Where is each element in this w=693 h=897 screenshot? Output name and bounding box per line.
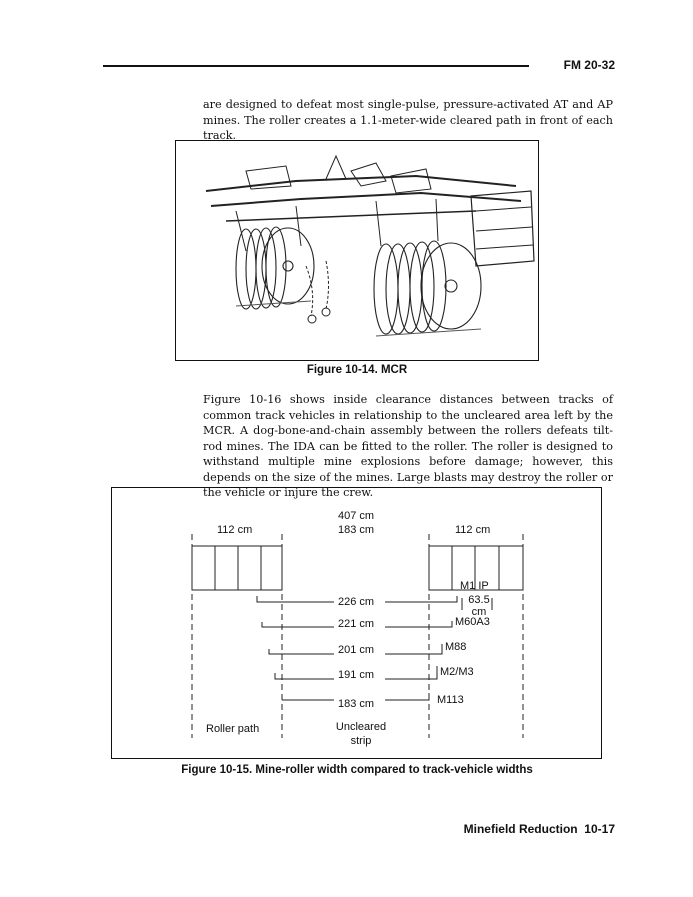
header-rule: [103, 65, 529, 67]
mcr-illustration: [176, 141, 538, 360]
page-number: 10-17: [584, 822, 615, 836]
distance-label: 183 cm: [338, 698, 375, 710]
vehicle-label: M113: [437, 694, 464, 706]
right-roller-width-label: 112 cm: [455, 524, 491, 536]
roller-width-diagram: [111, 487, 602, 759]
extra-width-label: 63.5 cm: [468, 594, 490, 618]
mcr-figure: [175, 140, 539, 361]
distance-label: 221 cm: [338, 618, 375, 630]
manual-code: FM 20-32: [563, 58, 615, 72]
total-width-label: 407 cm: [338, 510, 375, 522]
vehicle-label: M1 IP: [460, 580, 489, 592]
vehicle-label: M60A3: [455, 616, 490, 628]
paragraph-1: are designed to defeat most single-pulse, pressure-activated AT and AP mines. The roller creates a 1.1-meter-wide cleared path in front of each track.: [203, 98, 613, 142]
vehicle-label: M88: [445, 641, 467, 653]
distance-label: 201 cm: [338, 644, 375, 656]
distance-label: 191 cm: [338, 669, 375, 681]
inner-width-label: 183 cm: [338, 524, 375, 536]
left-roller-width-label: 112 cm: [217, 524, 253, 536]
figure-1-caption: Figure 10-14. MCR: [306, 364, 408, 376]
figure-2-caption: Figure 10-15. Mine-roller width compared to track-vehicle widths: [181, 764, 533, 776]
paragraph-2: Figure 10-16 shows inside clearance distances between tracks of common track vehicles in relationship to the uncleared area left by the MCR. A dog-bone-and-chain assembly between the rollers defeats tilt-rod mines. The IDA can be fitted to the roller. The roller is designed to withstand multiple mine explosions before damage; however, this depends on the size of the mines. Large blasts may destroy the roller or the vehicle or injure the crew.: [203, 393, 613, 499]
roller-path-label: Roller path: [206, 723, 260, 735]
page-footer: [464, 822, 615, 836]
distance-label: 226 cm: [338, 596, 375, 608]
vehicle-label: M2/M3: [440, 666, 474, 678]
footer-section: Minefield Reduction: [463, 822, 578, 836]
uncleared-strip-label: Uncleared strip: [335, 721, 387, 747]
